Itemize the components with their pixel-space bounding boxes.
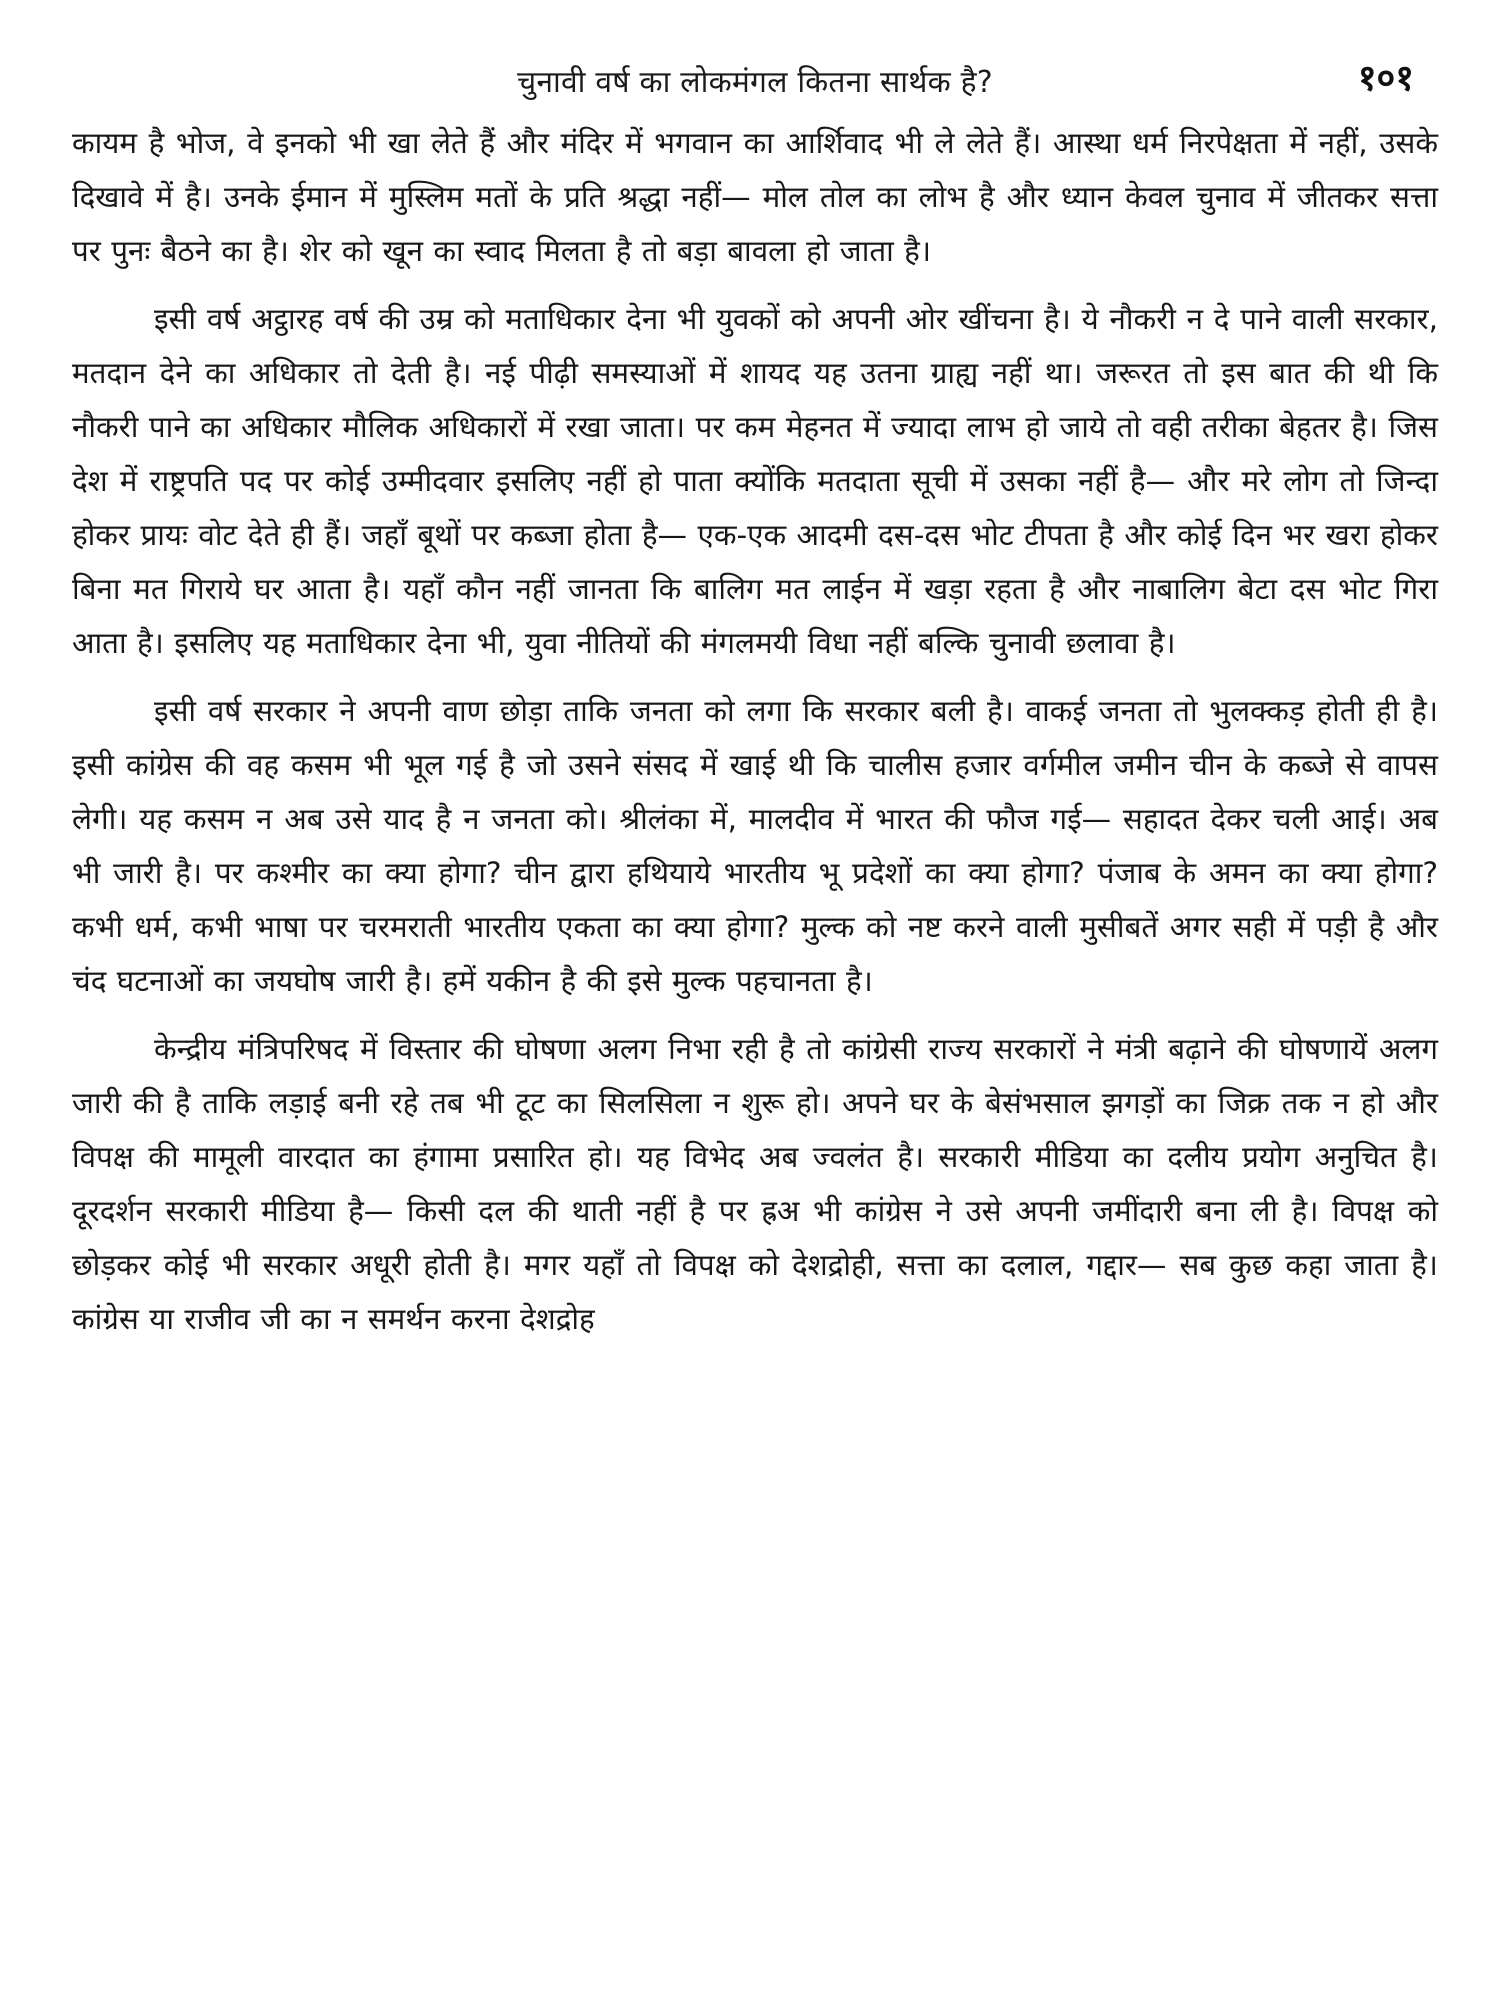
paragraph-voting-age: इसी वर्ष अट्ठारह वर्ष की उम्र को मताधिकार देना भी युवकों को अपनी ओर खींचना है। ये नौकरी न दे पाने वाली सरकार, मतदान देने का अधिकार तो देती है। नई पीढ़ी समस्याओं में शायद यह उतना ग्राह्य नहीं था। जरूरत तो इस बात की थी कि नौकरी पाने का अधिकार मौलिक अधिकारों में रखा जाता। पर कम मेहनत में ज्यादा लाभ हो जाये तो वही तरीका बेहतर है। जिस देश में राष्ट्रपति पद पर कोई उम्मीदवार इसलिए नहीं हो पाता क्योंकि मतदाता सूची में उसका नहीं है— और मरे लोग तो जिन्दा होकर प्रायः वोट देते ही हैं। जहाँ बूथों पर कब्जा होता है— एक-एक आदमी दस-दस भोट टीपता है और कोई दिन भर खरा होकर बिना मत गिराये घर आता है। यहाँ कौन नहीं जानता कि बालिग मत लाईन में खड़ा रहता है और नाबालिग बेटा दस भोट गिरा आता है। इसलिए यह मताधिकार देना भी, युवा नीतियों की मंगलमयी विधा नहीं बल्कि चुनावी छलावा है। <box>72 302 1438 660</box>
paragraph-continued: कायम है भोज, वे इनको भी खा लेते हैं और मंदिर में भगवान का आर्शिवाद भी ले लेते हैं। आस्था धर्म निरपेक्षता में नहीं, उसके दिखावे में है। उनके ईमान में मुस्लिम मतों के प्रति श्रद्धा नहीं— मोल तोल का लोभ है और ध्यान केवल चुनाव में जीतकर सत्ता पर पुनः बैठने का है। शेर को खून का स्वाद मिलता है तो बड़ा बावला हो जाता है। <box>72 126 1438 268</box>
page-number: १०१ <box>1357 58 1414 99</box>
running-header <box>72 52 1438 116</box>
paragraph-government-promise: इसी वर्ष सरकार ने अपनी वाण छोड़ा ताकि जनता को लगा कि सरकार बली है। वाकई जनता तो भुलक्कड़ होती ही है। इसी कांग्रेस की वह कसम भी भूल गई है जो उसने संसद में खाई थी कि चालीस हजार वर्गमील जमीन चीन के कब्जे से वापस लेगी। यह कसम न अब उसे याद है न जनता को। श्रीलंका में, मालदीव में भारत की फौज गई— सहादत देकर चली आई। अब भी जारी है। पर कश्मीर का क्या होगा? चीन द्वारा हथियाये भारतीय भू प्रदेशों का क्या होगा? पंजाब के अमन का क्या होगा? कभी धर्म, कभी भाषा पर चरमराती भारतीय एकता का क्या होगा? मुल्क को नष्ट करने वाली मुसीबतें अगर सही में पड़ी है और चंद घटनाओं का जयघोष जारी है। हमें यकीन है की इसे मुल्क पहचानता है। <box>72 694 1438 998</box>
chapter-title: चुनावी वर्ष का लोकमंगल कितना सार्थक है? <box>517 65 993 100</box>
body-text <box>72 116 1438 1346</box>
paragraph-council-expansion: केन्द्रीय मंत्रिपरिषद में विस्तार की घोषणा अलग निभा रही है तो कांग्रेसी राज्य सरकारों ने मंत्री बढ़ाने की घोषणायें अलग जारी की है ताकि लड़ाई बनी रहे तब भी टूट का सिलसिला न शुरू हो। अपने घर के बेसंभसाल झगड़ों का जिक्र तक न हो और विपक्ष की मामूली वारदात का हंगामा प्रसारित हो। यह विभेद अब ज्वलंत है। सरकारी मीडिया का दलीय प्रयोग अनुचित है। दूरदर्शन सरकारी मीडिया है— किसी दल की थाती नहीं है पर ह्रअ भी कांग्रेस ने उसे अपनी जमींदारी बना ली है। विपक्ष को छोड़कर कोई भी सरकार अधूरी होती है। मगर यहाँ तो विपक्ष को देशद्रोही, सत्ता का दलाल, गद्दार— सब कुछ कहा जाता है। कांग्रेस या राजीव जी का न समर्थन करना देशद्रोह <box>72 1032 1438 1336</box>
